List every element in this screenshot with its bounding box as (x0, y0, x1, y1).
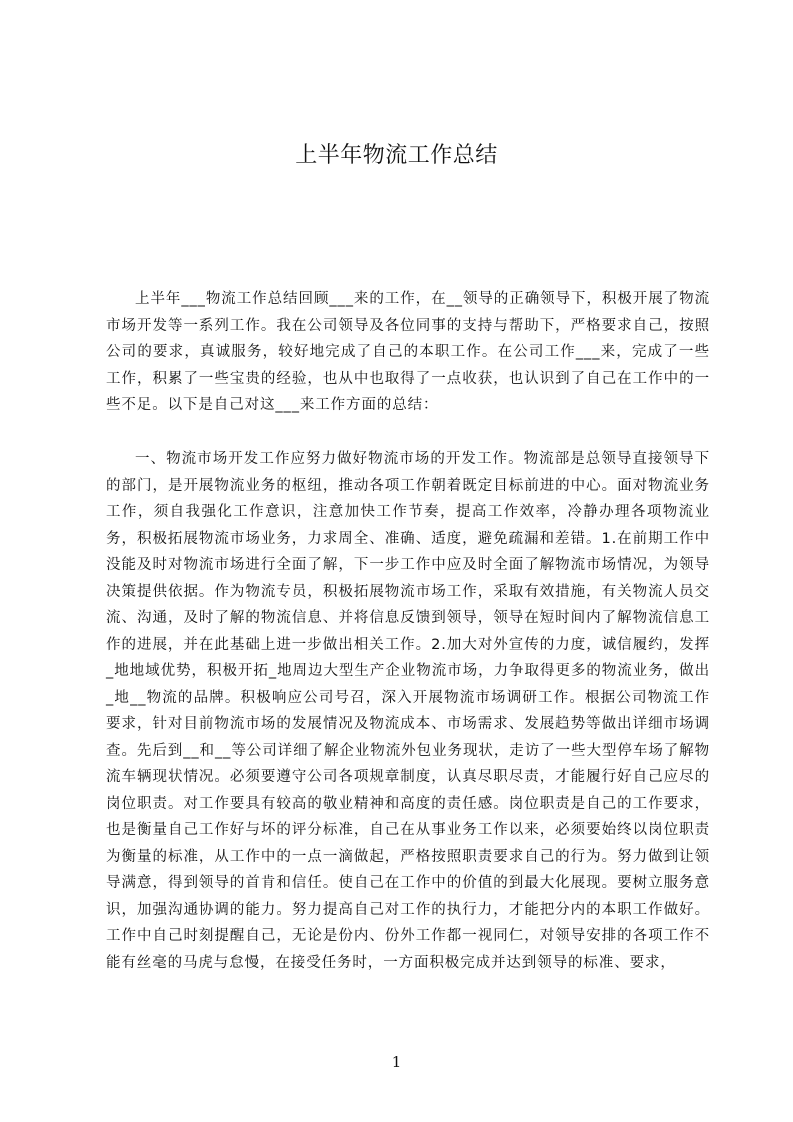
logistics-market-paragraph: 一、物流市场开发工作应努力做好物流市场的开发工作。物流部是总领导直接领导下的部门，是开展物流业务的枢纽，推动各项工作朝着既定目标前进的中心。面对物流业务工作，须自我强化工作意识，注意加快工作节奏，提高工作效率，冷静办理各项物流业务，积极拓展物流市场业务，力求周全、准确、适度，避免疏漏和差错。1.在前期工作中没能及时对物流市场进行全面了解，下一步工作中应及时全面了解物流市场情况，为领导决策提供依据。作为物流专员，积极拓展物流市场工作，采取有效措施，有关物流人员交流、沟通，及时了解的物流信息、并将信息反馈到领导，领导在短时间内了解物流信息工作的进展，并在此基础上进一步做出相关工作。2.加大对外宣传的力度，诚信履约，发挥_地地域优势，积极开拓_地周边大型生产企业物流市场，力争取得更多的物流业务，做出_地__物流的品牌。积极响应公司号召，深入开展物流市场调研工作。根据公司物流工作要求，针对目前物流市场的发展情况及物流成本、市场需求、发展趋势等做出详细市场调查。先后到__和__等公司详细了解企业物流外包业务现状，走访了一些大型停车场了解物流车辆现状情况。必须要遵守公司各项规章制度，认真尽职尽责，才能履行好自己应尽的岗位职责。对工作要具有较高的敬业精神和高度的责任感。岗位职责是自己的工作要求，也是衡量自己工作好与坏的评分标准，自己在从事业务工作以来，必须要始终以岗位职责为衡量的标准，从工作中的一点一滴做起，严格按照职责要求自己的行为。努力做到让领导满意，得到领导的首肯和信任。使自己在工作中的价值的到最大化展现。要树立服务意识，加强沟通协调的能力。努力提高自己对工作的执行力，才能把分内的本职工作做好。工作中自己时刻提醒自己，无论是份内、份外工作都一视同仁，对领导安排的各项工作不能有丝毫的马虎与怠慢，在接受任务时，一方面积极完成并达到领导的标准、要求， (106, 451, 710, 971)
document-title: 上半年物流工作总结 (295, 143, 498, 168)
intro-paragraph: 上半年___物流工作总结回顾___来的工作，在__领导的正确领导下，积极开展了物流市场开发等一系列工作。我在公司领导及各位同事的支持与帮助下，严格要求自己，按照公司的要求，真诚服务，较好地完成了自己的本职工作。在公司工作___来，完成了一些工作，积累了一些宝贵的经验，也从中也取得了一点收获，也认识到了自己在工作中的一些不足。以下是自己对这___来工作方面的总结： (106, 291, 710, 413)
page-number: 1 (391, 1053, 402, 1071)
